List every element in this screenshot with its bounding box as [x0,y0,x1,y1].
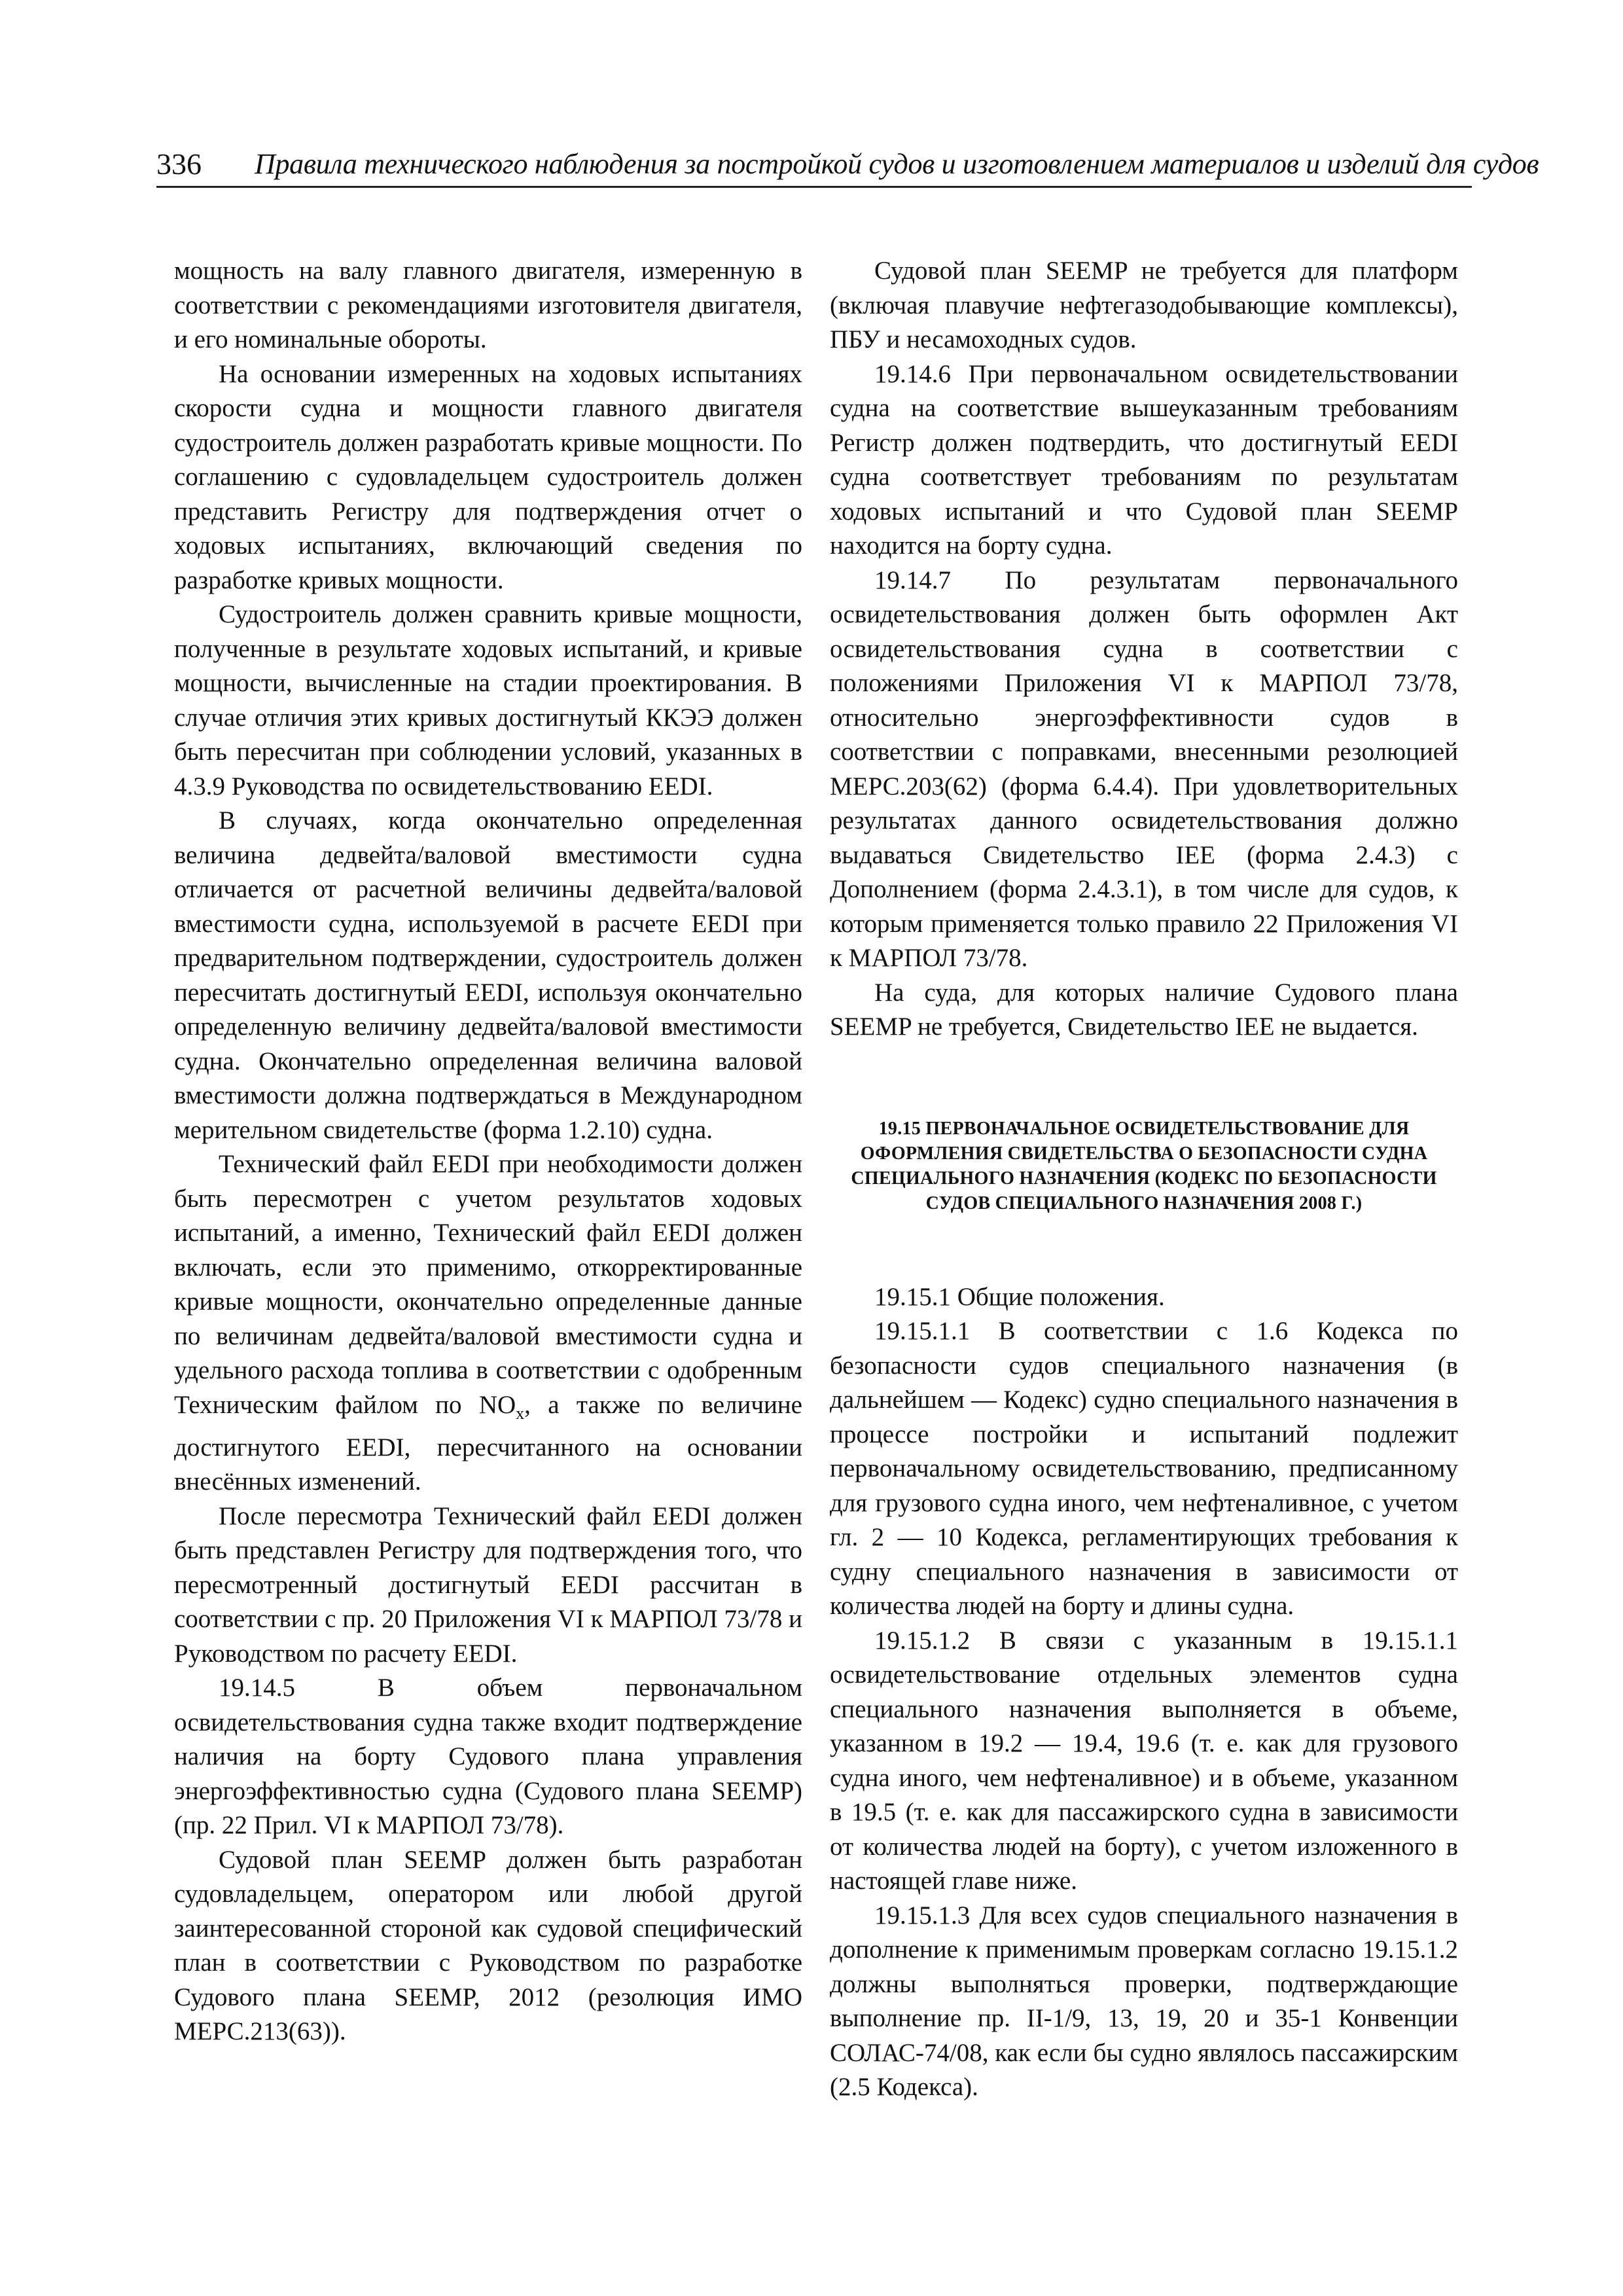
paragraph: мощность на валу главного двигателя, измеренную в соответствии с рекомендациями изготовителя двигателя, и его номинальные обороты. [174,257,802,353]
subscript: x [516,1403,525,1423]
paragraph: Судовой план SEEMP должен быть разработан судовладельцем, оператором или любой другой заинтересованной стороной как судовой специфический план в соответствии с Руководством по разработке Судового плана SEEMP, 2012 (резолюция ИМО МЕРС.213(63)). [174,1845,802,2046]
paragraph: 19.15.1.2 В связи с указанным в 19.15.1.1 освидетельствование отдельных элементов судна специального назначения выполняется в объеме, указанном в 19.2 — 19.4, 19.6 (т. е. как для грузового судна иного, чем нефтеналивное) и в объеме, указанном в 19.5 (т. е. как для пассажирского судна в зависимости от количества людей на борту), с учетом изложенного в настоящей главе ниже. [830,1626,1458,1895]
paragraph: На основании измеренных на ходовых испытаниях скорости судна и мощности главного двигателя судостроитель должен разработать кривые мощности. По соглашению с судовладельцем судостроитель должен представить Регистру для подтверждения отчет о ходовых испытаниях, включающий сведения по разработке кривых мощности. [174,359,802,594]
section-heading: 19.15 ПЕРВОНАЧАЛЬНОЕ ОСВИДЕТЕЛЬСТВОВАНИЕ ДЛЯ ОФОРМЛЕНИЯ СВИДЕТЕЛЬСТВА О БЕЗОПАСНОСТИ СУДНА СПЕЦИАЛЬНОГО НАЗНАЧЕНИЯ (КОДЕКС ПО БЕЗОПАСНОСТИ СУДОВ СПЕЦИАЛЬНОГО НАЗНАЧЕНИЯ 2008 Г.) [851,1118,1437,1213]
right-column [830,254,1458,2105]
paragraph [174,1147,802,1499]
paragraph: 19.15.1.3 Для всех судов специального назначения в дополнение к применимым проверкам согласно 19.15.1.2 должны выполняться проверки, подтверждающие выполнение пр. II-1/9, 13, 19, 20 и 35-1 Конвенции СОЛАС-74/08, как если бы судно являлось пассажирским (2.5 Кодекса). [830,1901,1458,2101]
left-column [174,254,802,2049]
running-title: Правила технического наблюдения за постройкой судов и изготовлением материалов и изделий для судов [255,148,1539,180]
paragraph: Судостроитель должен сравнить кривые мощности, полученные в результате ходовых испытаний, и кривые мощности, вычисленные на стадии проектирования. В случае отличия этих кривых достигнутый ККЭЭ должен быть пересчитан при соблюдении условий, указанных в 4.3.9 Руководства по освидетельствованию EEDI. [174,600,802,800]
paragraph: 19.14.6 При первоначальном освидетельствовании судна на соответствие вышеуказанным требованиям Регистр должен подтвердить, что достигнутый EEDI судна соответствует требованиям по результатам ходовых испытаний и что Судовой план SEEMP находится на борту судна. [830,359,1458,560]
paragraph: 19.14.5 В объем первоначальном освидетельствования судна также входит подтверждение наличия на борту Судового плана управления энергоэффективностью судна (Судового плана SEEMP) (пр. 22 Прил. VI к МАРПОЛ 73/78). [174,1674,802,1840]
page-number: 336 [156,147,202,181]
paragraph: На суда, для которых наличие Судового плана SEEMP не требуется, Свидетельство IEE не выдается. [830,978,1458,1041]
paragraph: В случаях, когда окончательно определенная величина дедвейта/валовой вместимости судна отличается от расчетной величины дедвейта/валовой вместимости судна, используемой в расчете EEDI при предварительном подтверждении, судостроитель должен пересчитать достигнутый EEDI, используя окончательно определенную величину дедвейта/валовой вместимости судна. Окончательно определенная величина валовой вместимости должна подтверждаться в Международном мерительном свидетельстве (форма 1.2.10) судна. [174,806,802,1144]
paragraph: Судовой план SEEMP не требуется для платформ (включая плавучие нефтегазодобывающие комплексы), ПБУ и несамоходных судов. [830,257,1458,353]
header-rule [156,186,1472,188]
paragraph: После пересмотра Технический файл EEDI должен быть представлен Регистру для подтверждения того, что пересмотренный достигнутый EEDI рассчитан в соответствии с пр. 20 Приложения VI к МАРПОЛ 73/78 и Руководством по расчету EEDI. [174,1501,802,1668]
paragraph: 19.15.1.1 В соответствии с 1.6 Кодекса по безопасности судов специального назначения (в дальнейшем — Кодекс) судно специального назначения в процессе постройки и испытаний подлежит первоначальному освидетельствованию, предписанному для грузового судна иного, чем нефтеналивное, с учетом гл. 2 — 10 Кодекса, регламентирующих требования к судну специального назначения в зависимости от количества людей на борту и длины судна. [830,1317,1458,1620]
paragraph: 19.15.1 Общие положения. [874,1282,1165,1311]
page-header [156,145,1539,183]
text-run: , а также по величине достигнутого EEDI, пересчитанного на основании внесённых изменений. [174,1390,802,1496]
text-run: Технический файл EEDI при необходимости должен быть пересмотрен с учетом результатов ходовых испытаний, а именно, Технический файл EEDI должен включать, если это применимо, откорректированные кривые мощности, окончательно определенные данные по величинам дедвейта/валовой вместимости судна и удельного расхода топлива в соответствии с одобренным Техническим файлом по NO [174,1150,802,1419]
paragraph: 19.14.7 По результатам первоначального освидетельствования должен быть оформлен Акт освидетельствования судна в соответствии с положениями Приложения VI к МАРПОЛ 73/78, относительно энергоэффективности судов в соответствии с поправками, внесенными резолюцией МЕРС.203(62) (форма 6.4.4). При удовлетворительных результатах данного освидетельствования должно выдаваться Свидетельство IEE (форма 2.4.3) с Дополнением (форма 2.4.3.1), в том числе для судов, к которым применяется только правило 22 Приложения VI к МАРПОЛ 73/78. [830,565,1458,972]
